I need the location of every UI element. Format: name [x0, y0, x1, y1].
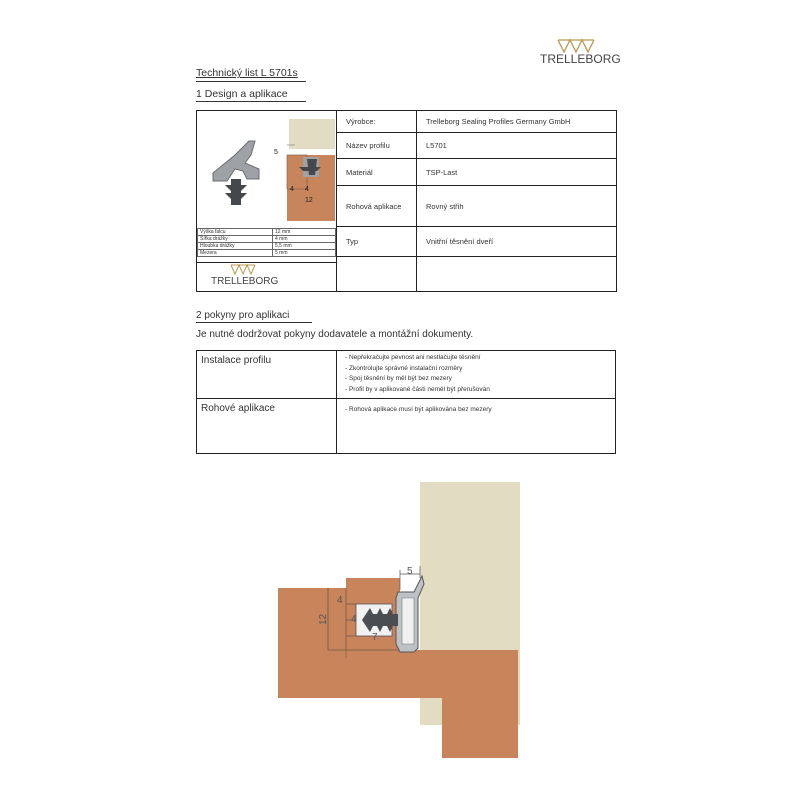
logo-wordmark: TRELLEBORG: [540, 52, 621, 66]
property-label: Výrobce:: [337, 111, 417, 133]
section1-title: 1 Design a aplikace: [196, 88, 288, 100]
small-label-b: 4: [305, 186, 309, 193]
property-value: [417, 257, 617, 292]
gap-dimension-label: 5: [407, 566, 413, 577]
property-value: Rovný střih: [417, 186, 617, 227]
document-title: Technický list L 5701s: [196, 67, 298, 79]
dimensions-table: [197, 228, 336, 257]
seal-profile-drawing: [205, 133, 265, 213]
small-logo-mark: [227, 264, 267, 276]
instruction-items: [337, 351, 616, 399]
property-row: [337, 257, 617, 292]
design-panel: [196, 110, 336, 292]
dimension-label: Šířka drážky: [198, 236, 273, 243]
section2-underline: [196, 322, 312, 323]
instruction-row: [197, 351, 616, 399]
groove-depth-label: 4: [337, 595, 343, 606]
section2-intro: Je nutné dodržovat pokyny dodavatele a montážní dokumenty.: [196, 329, 474, 340]
instruction-item: - Spoj těsnění by měl být bez mezery: [345, 375, 452, 382]
small-label-a: 4: [290, 186, 294, 193]
dimension-row: [198, 236, 336, 243]
property-label: Materiál: [337, 159, 417, 186]
instruction-heading: Rohové aplikace: [197, 399, 337, 454]
property-label: [337, 257, 417, 292]
dimension-label: Výška falcu: [198, 229, 273, 236]
instruction-items: [337, 399, 616, 454]
small-section-drawing: [265, 115, 335, 223]
instruction-row: [197, 399, 616, 454]
dimension-value: 5,5 mm: [273, 243, 336, 250]
instruction-heading: Instalace profilu: [197, 351, 337, 399]
property-row: [337, 227, 617, 257]
property-label: Typ: [337, 227, 417, 257]
property-row: [337, 111, 617, 133]
dimension-row: [198, 229, 336, 236]
dimension-value: 5 mm: [273, 250, 336, 257]
dimension-row: [198, 243, 336, 250]
dimension-label: Mezera: [198, 250, 273, 257]
property-value: Trelleborg Sealing Profiles Germany GmbH: [417, 111, 617, 133]
property-row: [337, 133, 617, 159]
dimension-label: Hloubka drážky: [198, 243, 273, 250]
properties-table: [336, 110, 617, 292]
seal-width-label: 7: [372, 632, 378, 643]
instruction-item: - Nepřekračujte pevnost ani nestlačujte těsnění: [345, 354, 481, 361]
instructions-table: [196, 350, 616, 454]
property-row: [337, 159, 617, 186]
property-value: Vnitřní těsnění dveří: [417, 227, 617, 257]
dimension-row: [198, 250, 336, 257]
small-logo-wordmark: TRELLEBORG: [211, 276, 279, 287]
section1-underline: [196, 101, 306, 102]
small-gap-label: 5: [274, 149, 278, 156]
cross-section-drawing: [270, 480, 540, 760]
instruction-item: - Rohová aplikace musí být aplikována bez mezery: [345, 406, 492, 413]
instruction-item: - Zkontrolujte správné instalační rozměry: [345, 364, 463, 372]
small-rebate-label: 12: [305, 197, 313, 204]
groove-width-label: 4: [351, 614, 357, 625]
dimension-value: 4 mm: [273, 236, 336, 243]
property-row: [337, 186, 617, 227]
property-label: Rohová aplikace: [337, 186, 417, 227]
instruction-item: - Profil by v aplikované části neměl být přerušován: [345, 385, 490, 393]
property-value: L5701: [417, 133, 617, 159]
trelleborg-logo: [540, 38, 621, 68]
property-label: Název profilu: [337, 133, 417, 159]
section2-title: 2 pokyny pro aplikaci: [196, 310, 290, 321]
dims-bottom-rule: [197, 262, 336, 263]
dimension-value: 12 mm: [273, 229, 336, 236]
title-underline: [196, 81, 306, 82]
rebate-height-label: 12: [318, 613, 329, 625]
property-value: TSP-Last: [417, 159, 617, 186]
